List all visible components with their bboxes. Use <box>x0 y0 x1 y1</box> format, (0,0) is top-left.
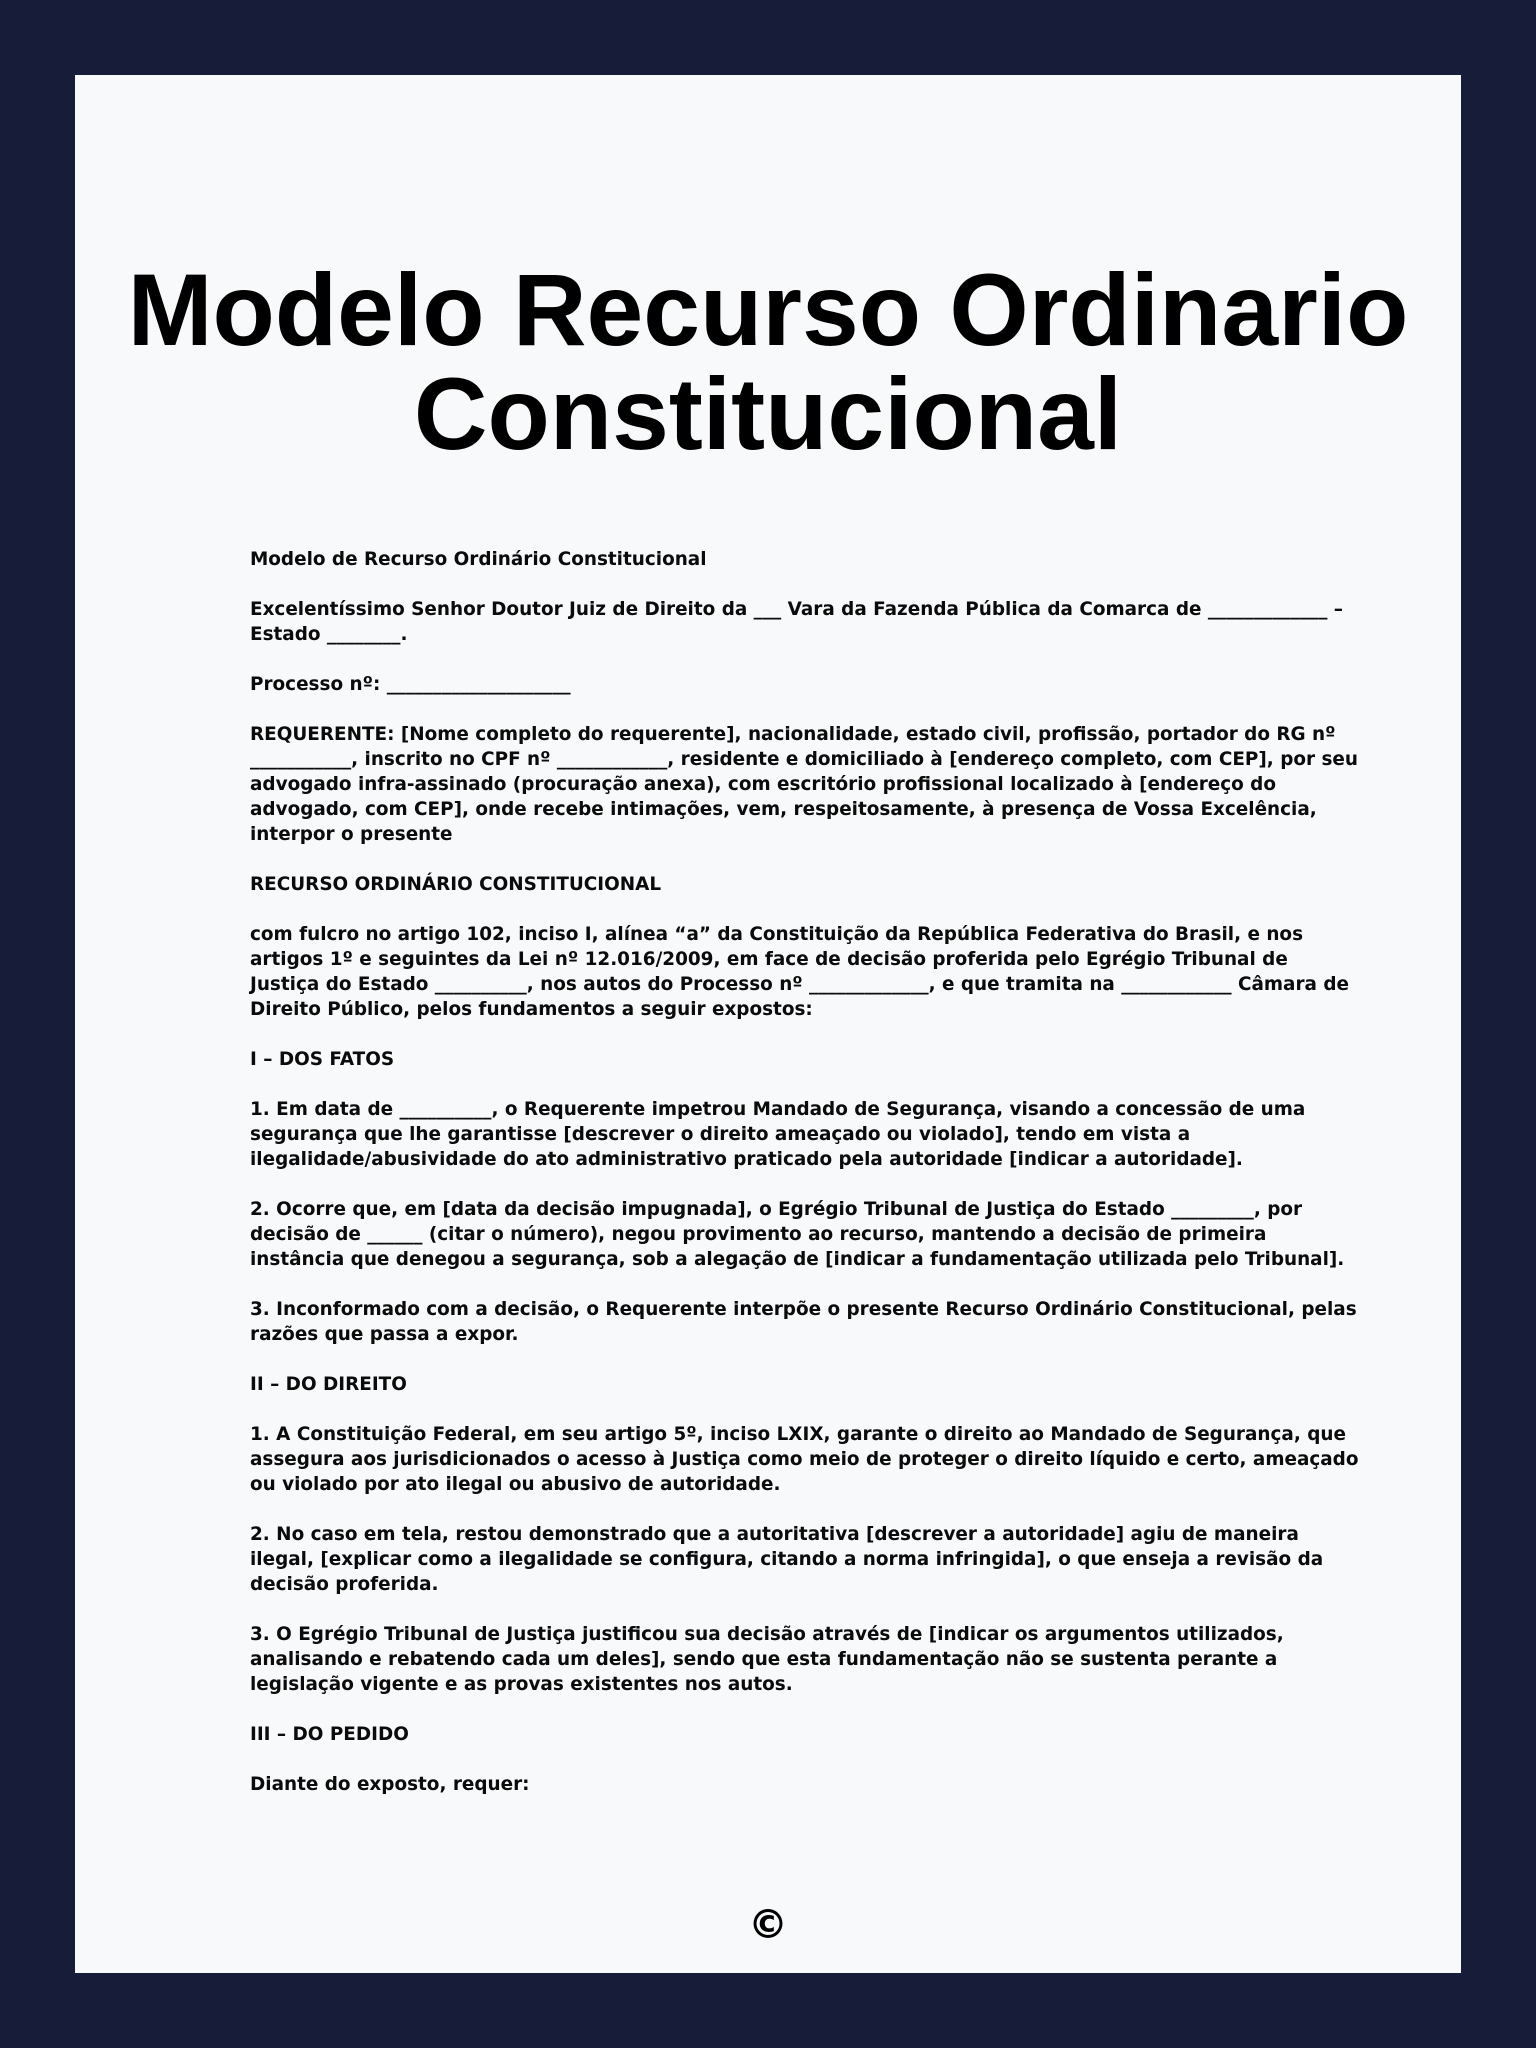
document-page <box>75 75 1461 1973</box>
section-heading-pedido: III – DO PEDIDO <box>250 1724 409 1745</box>
direito-item-1: 1. A Constituição Federal, em seu artigo 5º, inciso LXIX, garante o direito ao Mandado de Segurança, que assegura aos jurisdicionados o acesso à Justiça como meio de proteger o direito líquido e certo, ameaçado ou violado por ato ilegal ou abusivo de autoridade. <box>250 1424 1359 1495</box>
copyright-icon: © <box>748 1902 788 1948</box>
direito-item-3: 3. O Egrégio Tribunal de Justiça justificou sua decisão através de [indicar os argumentos utilizados, analisando e rebatendo cada um deles], sendo que esta fundamentação não se sustenta perante a legislação vigente e as provas existentes nos autos. <box>250 1624 1284 1695</box>
document-title <box>75 253 1461 471</box>
section-heading-direito: II – DO DIREITO <box>250 1374 407 1395</box>
fatos-item-1: 1. Em data de __________, o Requerente impetrou Mandado de Segurança, visando a concessão de uma segurança que lhe garantisse [descrever o direito ameaçado ou violado], tendo em vista a ilegalidade/abusividade do ato administrativo praticado pela autoridade [indicar a autoridade]. <box>250 1099 1306 1170</box>
title-line-1: Modelo Recurso Ordinario <box>127 253 1409 367</box>
process-number-paragraph: Processo nº: ____________________ <box>250 674 571 695</box>
doc-heading: Modelo de Recurso Ordinário Constitucional <box>250 549 707 570</box>
pedido-intro: Diante do exposto, requer: <box>250 1774 530 1795</box>
addressee-paragraph: Excelentíssimo Senhor Doutor Juiz de Direito da ___ Vara da Fazenda Pública da Comarca de _____________ – Estado ________. <box>250 599 1343 645</box>
recurso-heading: RECURSO ORDINÁRIO CONSTITUCIONAL <box>250 874 662 895</box>
fatos-item-3: 3. Inconformado com a decisão, o Requerente interpõe o presente Recurso Ordinário Constitucional, pelas razões que passa a expor. <box>250 1299 1357 1345</box>
direito-item-2: 2. No caso em tela, restou demonstrado que a autoritativa [descrever a autoridade] agiu de maneira ilegal, [explicar como a ilegalidade se configura, citando a norma infringida], o que enseja a revisão da decisão proferida. <box>250 1524 1324 1595</box>
section-heading-fatos: I – DOS FATOS <box>250 1049 395 1070</box>
fundamento-paragraph: com fulcro no artigo 102, inciso I, alínea “a” da Constituição da República Federativa do Brasil, e nos artigos 1º e seguintes da Lei nº 12.016/2009, em face de decisão proferida pelo Egrégio Tribunal de Justiça do Estado __________, nos autos do Processo nº _____________, e que tramita na ____________ Câmara de Direito Público, pelos fundamentos a seguir expostos: <box>250 924 1349 1020</box>
fatos-item-2: 2. Ocorre que, em [data da decisão impugnada], o Egrégio Tribunal de Justiça do Estado _________, por decisão de ______ (citar o número), negou provimento ao recurso, mantendo a decisão de primeira instância que denegou a segurança, sob a alegação de [indicar a fundamentação utilizada pelo Tribunal]. <box>250 1199 1345 1270</box>
title-line-2: Constitucional <box>413 357 1123 471</box>
document-body <box>250 547 1360 1822</box>
requerente-paragraph: REQUERENTE: [Nome completo do requerente], nacionalidade, estado civil, profissão, portador do RG nº ___________, inscrito no CPF nº ____________, residente e domiciliado à [endereço completo, com CEP], por seu advogado infra-assinado (procuração anexa), com escritório profissional localizado à [endereço do advogado, com CEP], onde recebe intimações, vem, respeitosamente, à presença de Vossa Excelência, interpor o presente <box>250 724 1358 845</box>
